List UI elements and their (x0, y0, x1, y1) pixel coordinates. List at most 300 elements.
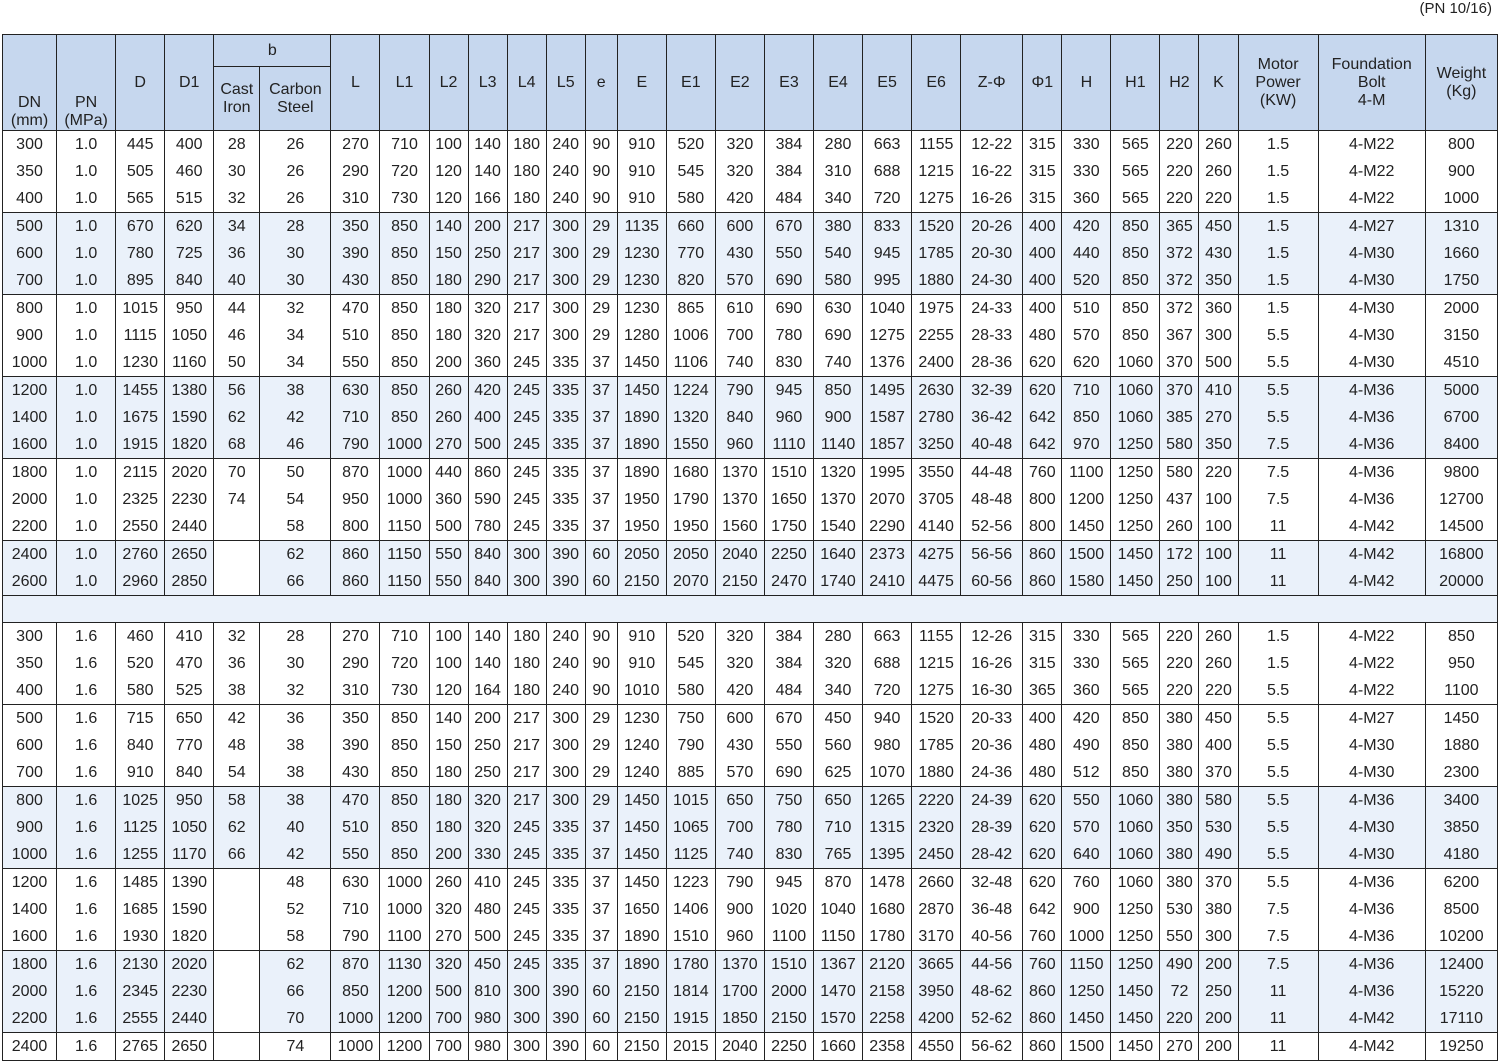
table-row (3, 349, 1498, 377)
table-cell: 290 (468, 267, 507, 295)
table-cell: 320 (715, 158, 764, 185)
table-cell: 11 (1238, 568, 1318, 596)
table-cell: 620 (165, 213, 214, 241)
table-cell: 1.0 (57, 213, 116, 241)
table-cell: 1275 (912, 677, 961, 705)
table-cell: 245 (507, 814, 546, 841)
table-cell: 1750 (764, 513, 813, 541)
table-cell: 390 (546, 1033, 585, 1061)
table-cell: 490 (1062, 732, 1111, 759)
table-cell: 625 (814, 759, 863, 787)
table-cell: 32 (260, 677, 331, 705)
table-cell: 200 (1199, 951, 1238, 979)
table-cell: 770 (165, 732, 214, 759)
table-cell: 28-42 (961, 841, 1023, 869)
table-row (3, 131, 1498, 159)
table-cell: 48-62 (961, 978, 1023, 1005)
table-cell: 1450 (617, 787, 666, 815)
table-cell: 642 (1023, 404, 1062, 431)
table-cell: 3170 (912, 923, 961, 951)
table-cell: 1100 (1425, 677, 1497, 705)
table-cell: 2870 (912, 896, 961, 923)
table-cell: 470 (331, 787, 380, 815)
table-cell: 490 (1199, 841, 1238, 869)
table-cell: 1450 (1425, 705, 1497, 733)
table-cell: 730 (380, 677, 429, 705)
table-cell: 217 (507, 267, 546, 295)
table-cell: 60-56 (961, 568, 1023, 596)
table-cell (214, 541, 260, 569)
table-cell: 450 (1199, 705, 1238, 733)
table-cell: 900 (3, 322, 57, 349)
table-cell: 28 (214, 131, 260, 159)
dimensions-table (2, 34, 1498, 1061)
table-cell: 1.0 (57, 513, 116, 541)
table-cell: 1000 (3, 349, 57, 377)
table-cell: 1130 (380, 951, 429, 979)
table-cell: 860 (1023, 568, 1062, 596)
table-cell: 36 (260, 705, 331, 733)
table-cell: 995 (863, 267, 912, 295)
table-cell: 437 (1160, 486, 1199, 513)
table-cell: 400 (3, 185, 57, 213)
table-row (3, 404, 1498, 431)
table-cell: 1065 (666, 814, 715, 841)
table-cell: 1890 (617, 951, 666, 979)
table-cell: 690 (764, 267, 813, 295)
table-cell: 580 (1160, 459, 1199, 487)
table-cell: 245 (507, 923, 546, 951)
table-cell: 245 (507, 404, 546, 431)
table-cell: 960 (715, 923, 764, 951)
table-cell: 520 (116, 650, 165, 677)
table-cell: 340 (814, 677, 863, 705)
table-cell: 335 (546, 951, 585, 979)
table-cell: 220 (1160, 677, 1199, 705)
table-cell: 1370 (715, 459, 764, 487)
table-cell: 2070 (863, 486, 912, 513)
table-cell: 780 (116, 240, 165, 267)
table-cell: 320 (468, 787, 507, 815)
table-cell: 220 (1160, 650, 1199, 677)
table-cell: 1950 (617, 513, 666, 541)
header-e5: E5 (863, 35, 912, 131)
table-cell: 120 (429, 185, 468, 213)
table-cell: 350 (331, 213, 380, 241)
table-cell: 29 (585, 267, 617, 295)
table-cell: 420 (715, 677, 764, 705)
table-cell: 720 (380, 650, 429, 677)
table-cell: 1995 (863, 459, 912, 487)
table-cell: 720 (380, 158, 429, 185)
table-cell: 4140 (912, 513, 961, 541)
table-cell: 12-26 (961, 623, 1023, 651)
table-cell: 642 (1023, 431, 1062, 459)
table-cell: 1890 (617, 404, 666, 431)
table-cell: 240 (546, 623, 585, 651)
table-cell: 550 (429, 568, 468, 596)
table-cell: 36-42 (961, 404, 1023, 431)
table-cell: 1.6 (57, 787, 116, 815)
table-cell: 1150 (380, 568, 429, 596)
table-cell: 700 (3, 267, 57, 295)
table-cell: 1.5 (1238, 650, 1318, 677)
table-cell: 700 (715, 814, 764, 841)
table-cell: 300 (546, 240, 585, 267)
table-cell: 5.5 (1238, 349, 1318, 377)
header-h1: H1 (1111, 35, 1160, 131)
table-cell: 850 (380, 322, 429, 349)
table-cell: 4-M22 (1318, 185, 1425, 213)
table-cell: 1915 (666, 1005, 715, 1033)
table-cell: 760 (1062, 869, 1111, 897)
table-cell: 800 (3, 295, 57, 323)
table-cell: 565 (1111, 131, 1160, 159)
table-cell: 245 (507, 431, 546, 459)
table-cell: 200 (429, 349, 468, 377)
table-cell: 220 (1199, 677, 1238, 705)
table-cell: 620 (1023, 349, 1062, 377)
table-cell: 1890 (617, 431, 666, 459)
table-cell: 100 (1199, 513, 1238, 541)
table-cell: 335 (546, 814, 585, 841)
table-cell: 270 (429, 923, 468, 951)
table-cell: 840 (468, 541, 507, 569)
table-cell: 2320 (912, 814, 961, 841)
table-cell: 900 (1062, 896, 1111, 923)
table-row (3, 213, 1498, 241)
table-cell: 4180 (1425, 841, 1497, 869)
table-cell: 1240 (617, 732, 666, 759)
table-cell: 38 (260, 759, 331, 787)
table-cell: 1250 (1111, 486, 1160, 513)
table-cell: 550 (429, 541, 468, 569)
table-cell: 850 (380, 267, 429, 295)
table-cell: 1060 (1111, 404, 1160, 431)
table-cell: 450 (814, 705, 863, 733)
table-cell: 1.6 (57, 623, 116, 651)
table-cell: 37 (585, 431, 617, 459)
table-cell: 380 (1160, 869, 1199, 897)
table-cell: 4550 (912, 1033, 961, 1061)
table-cell: 5000 (1425, 377, 1497, 405)
table-cell: 7.5 (1238, 459, 1318, 487)
table-cell: 12-22 (961, 131, 1023, 159)
table-cell: 400 (1023, 213, 1062, 241)
table-cell: 38 (214, 677, 260, 705)
table-cell: 2650 (165, 541, 214, 569)
table-cell: 29 (585, 322, 617, 349)
table-cell: 100 (429, 131, 468, 159)
table-cell: 1000 (380, 431, 429, 459)
table-cell: 2258 (863, 1005, 912, 1033)
table-cell: 850 (1425, 623, 1497, 651)
table-cell: 1223 (666, 869, 715, 897)
table-cell: 545 (666, 158, 715, 185)
table-cell: 1280 (617, 322, 666, 349)
table-cell: 570 (1062, 814, 1111, 841)
table-cell: 1.5 (1238, 131, 1318, 159)
table-cell: 370 (1199, 759, 1238, 787)
table-cell: 2960 (116, 568, 165, 596)
table-cell: 895 (116, 267, 165, 295)
table-cell: 58 (260, 923, 331, 951)
table-cell: 850 (1111, 240, 1160, 267)
table-cell: 37 (585, 486, 617, 513)
table-cell: 1680 (863, 896, 912, 923)
table-cell: 1155 (912, 623, 961, 651)
table-cell: 850 (380, 787, 429, 815)
table-cell: 860 (331, 541, 380, 569)
table-cell: 950 (165, 295, 214, 323)
table-cell: 1915 (116, 431, 165, 459)
table-cell: 512 (1062, 759, 1111, 787)
table-cell: 120 (429, 158, 468, 185)
table-cell: 74 (260, 1033, 331, 1061)
table-cell: 1200 (3, 869, 57, 897)
table-cell: 1.5 (1238, 623, 1318, 651)
table-row (3, 431, 1498, 459)
table-cell: 372 (1160, 267, 1199, 295)
table-cell: 20-26 (961, 213, 1023, 241)
table-cell: 1015 (666, 787, 715, 815)
table-cell: 720 (863, 677, 912, 705)
table-cell: 1.0 (57, 404, 116, 431)
table-cell: 5.5 (1238, 677, 1318, 705)
table-cell: 24-33 (961, 295, 1023, 323)
table-cell: 850 (1111, 267, 1160, 295)
table-cell: 1215 (912, 158, 961, 185)
table-cell: 850 (1062, 404, 1111, 431)
table-cell: 240 (546, 158, 585, 185)
table-cell: 36 (214, 240, 260, 267)
table-cell: 1250 (1111, 459, 1160, 487)
table-cell: 850 (1111, 732, 1160, 759)
table-cell: 56-56 (961, 541, 1023, 569)
table-cell: 1000 (331, 1033, 380, 1061)
table-row (3, 951, 1498, 979)
table-cell: 360 (1062, 677, 1111, 705)
table-cell: 2440 (165, 1005, 214, 1033)
table-cell: 430 (331, 267, 380, 295)
table-cell: 910 (116, 759, 165, 787)
table-cell: 2200 (3, 513, 57, 541)
table-cell: 250 (468, 732, 507, 759)
table-cell: 384 (764, 158, 813, 185)
table-cell: 320 (468, 814, 507, 841)
table-cell: 1060 (1111, 377, 1160, 405)
table-cell: 220 (1160, 185, 1199, 213)
header-l5: L5 (546, 35, 585, 131)
table-cell: 840 (165, 759, 214, 787)
table-cell: 1455 (116, 377, 165, 405)
table-cell: 4-M36 (1318, 978, 1425, 1005)
table-cell: 1450 (1111, 1033, 1160, 1061)
table-cell: 1450 (1062, 513, 1111, 541)
table-cell: 62 (214, 404, 260, 431)
table-cell: 850 (1111, 213, 1160, 241)
table-cell: 1.0 (57, 459, 116, 487)
table-cell: 445 (116, 131, 165, 159)
table-cell: 37 (585, 841, 617, 869)
table-cell: 217 (507, 705, 546, 733)
table-cell: 530 (1160, 896, 1199, 923)
table-cell: 1390 (165, 869, 214, 897)
table-cell: 640 (1062, 841, 1111, 869)
table-cell: 500 (429, 978, 468, 1005)
table-cell: 565 (1111, 623, 1160, 651)
table-cell: 1450 (1111, 1005, 1160, 1033)
table-cell: 510 (331, 322, 380, 349)
table-cell: 4510 (1425, 349, 1497, 377)
table-cell: 380 (1160, 732, 1199, 759)
table-cell: 24-36 (961, 759, 1023, 787)
table-cell: 580 (116, 677, 165, 705)
table-cell: 372 (1160, 240, 1199, 267)
header-dn: DN (mm) (3, 35, 57, 131)
table-cell: 1587 (863, 404, 912, 431)
table-cell: 217 (507, 787, 546, 815)
table-cell: 48-48 (961, 486, 1023, 513)
table-cell: 260 (1160, 513, 1199, 541)
table-cell: 550 (331, 841, 380, 869)
table-cell: 3550 (912, 459, 961, 487)
header-l3: L3 (468, 35, 507, 131)
table-cell: 580 (666, 185, 715, 213)
table-cell: 900 (814, 404, 863, 431)
table-cell: 62 (214, 814, 260, 841)
table-cell: 2150 (764, 1005, 813, 1033)
table-row (3, 541, 1498, 569)
table-cell: 790 (715, 377, 764, 405)
table-cell: 860 (1023, 541, 1062, 569)
table-cell: 1570 (814, 1005, 863, 1033)
header-e: E (617, 35, 666, 131)
table-cell: 217 (507, 240, 546, 267)
table-cell: 900 (715, 896, 764, 923)
table-cell: 1550 (666, 431, 715, 459)
table-cell: 11 (1238, 513, 1318, 541)
header-h: H (1062, 35, 1111, 131)
table-cell: 26 (260, 185, 331, 213)
table-cell: 700 (3, 759, 57, 787)
table-cell: 410 (468, 869, 507, 897)
table-cell: 1450 (617, 841, 666, 869)
table-cell (214, 1033, 260, 1061)
table-cell: 4-M42 (1318, 513, 1425, 541)
table-row (3, 787, 1498, 815)
table-cell: 1.6 (57, 732, 116, 759)
table-cell: 2220 (912, 787, 961, 815)
table-row (3, 267, 1498, 295)
table-cell (214, 513, 260, 541)
table-cell: 1.6 (57, 759, 116, 787)
table-cell: 370 (1199, 869, 1238, 897)
table-cell: 2015 (666, 1033, 715, 1061)
table-cell: 1200 (1062, 486, 1111, 513)
table-cell: 565 (1111, 158, 1160, 185)
table-cell: 240 (546, 677, 585, 705)
table-cell: 300 (546, 322, 585, 349)
table-row (3, 513, 1498, 541)
table-cell: 1450 (1111, 541, 1160, 569)
table-cell: 1060 (1111, 787, 1160, 815)
table-cell: 330 (1062, 131, 1111, 159)
table-cell: 200 (468, 213, 507, 241)
table-cell: 720 (863, 185, 912, 213)
table-cell: 420 (1062, 705, 1111, 733)
table-cell: 90 (585, 158, 617, 185)
table-cell: 2230 (165, 978, 214, 1005)
table-cell: 1520 (912, 213, 961, 241)
header-z-phi: Z-Φ (961, 35, 1023, 131)
table-cell: 430 (715, 732, 764, 759)
table-cell: 1315 (863, 814, 912, 841)
table-cell: 1250 (1111, 513, 1160, 541)
table-cell: 245 (507, 377, 546, 405)
table-cell: 440 (1062, 240, 1111, 267)
table-cell: 2255 (912, 322, 961, 349)
table-cell: 180 (429, 814, 468, 841)
table-cell: 380 (1160, 705, 1199, 733)
table-cell: 760 (1023, 923, 1062, 951)
table-cell: 530 (1199, 814, 1238, 841)
table-cell: 1.6 (57, 978, 116, 1005)
table-cell: 4-M42 (1318, 1005, 1425, 1033)
table-cell: 37 (585, 814, 617, 841)
table-cell: 2358 (863, 1033, 912, 1061)
table-cell: 2250 (764, 1033, 813, 1061)
table-cell: 100 (429, 623, 468, 651)
header-foundation-bolt: Foundation Bolt 4-M (1318, 35, 1425, 131)
table-row (3, 377, 1498, 405)
table-cell: 1160 (165, 349, 214, 377)
table-cell: 833 (863, 213, 912, 241)
table-cell: 390 (331, 732, 380, 759)
table-cell: 1.6 (57, 923, 116, 951)
table-cell: 770 (666, 240, 715, 267)
table-cell: 1000 (331, 1005, 380, 1033)
table-cell: 300 (507, 568, 546, 596)
table-cell: 1320 (814, 459, 863, 487)
table-cell: 1010 (617, 677, 666, 705)
table-cell: 730 (380, 185, 429, 213)
table-cell: 360 (429, 486, 468, 513)
table-cell: 38 (260, 377, 331, 405)
table-cell: 4-M30 (1318, 322, 1425, 349)
table-cell: 690 (764, 759, 813, 787)
table-cell: 29 (585, 295, 617, 323)
table-cell: 1.6 (57, 951, 116, 979)
table-cell: 217 (507, 759, 546, 787)
table-cell: 250 (1160, 568, 1199, 596)
table-cell: 570 (715, 267, 764, 295)
table-cell (214, 568, 260, 596)
table-cell: 11 (1238, 1005, 1318, 1033)
table-cell: 300 (3, 623, 57, 651)
table-cell: 790 (666, 732, 715, 759)
table-cell: 710 (814, 814, 863, 841)
table-cell: 5.5 (1238, 787, 1318, 815)
table-cell: 440 (429, 459, 468, 487)
table-cell: 740 (715, 349, 764, 377)
table-cell: 4-M36 (1318, 923, 1425, 951)
table-cell: 690 (814, 322, 863, 349)
table-cell: 800 (1023, 513, 1062, 541)
table-cell: 1800 (3, 459, 57, 487)
table-cell: 1100 (1062, 459, 1111, 487)
table-cell: 1.0 (57, 349, 116, 377)
